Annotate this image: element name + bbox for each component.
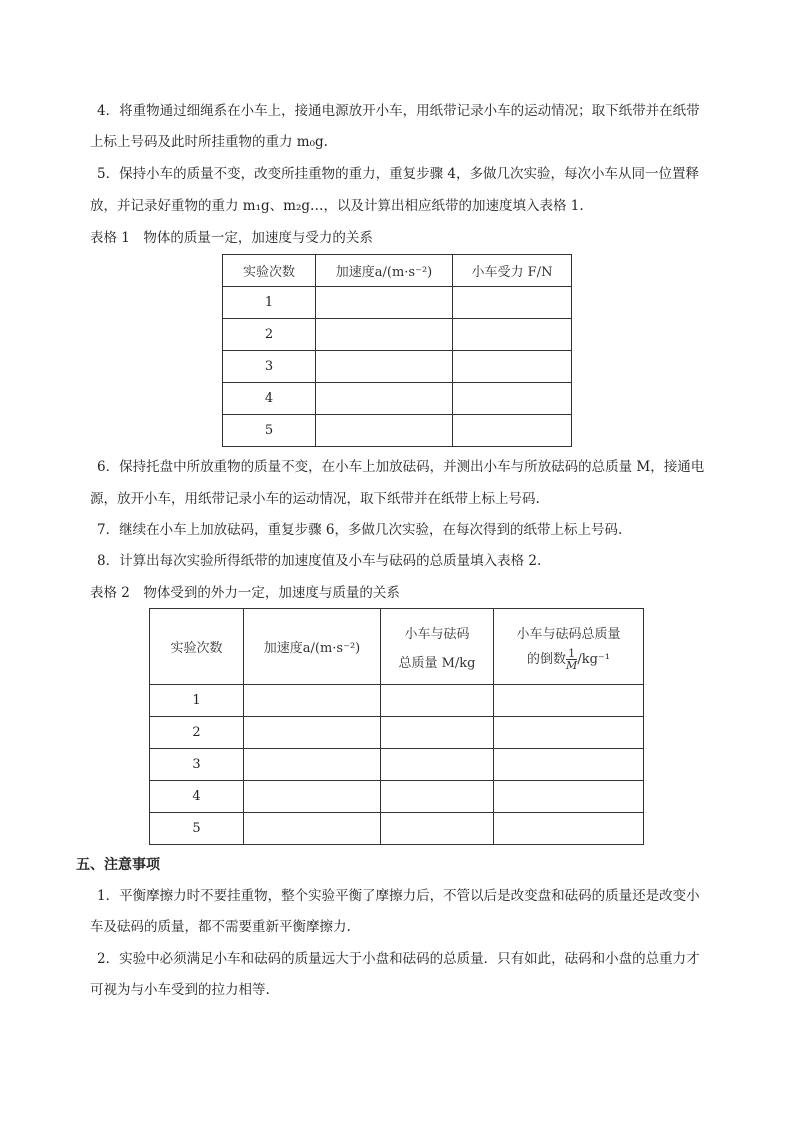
table1-row-number: 3 <box>223 351 316 383</box>
table2-header-inverse-suffix: /kg⁻¹ <box>577 651 610 667</box>
step-6-line2: 源，放开小车，用纸带记录小车的运动情况，取下纸带并在纸带上标上号码. <box>90 491 540 507</box>
step-6-line1: 6．保持托盘中所放重物的质量不变，在小车上加放砝码，并测出小车与所放砝码的总质量 M，接通电 <box>97 459 705 475</box>
table-row <box>223 351 572 383</box>
note-1-line2: 车及砝码的质量，都不需要重新平衡摩擦力. <box>90 919 351 935</box>
note-2-line2: 可视为与小车受到的拉力相等. <box>90 982 270 998</box>
table2-header-inverse-line2 <box>494 648 643 671</box>
table1-cell-empty <box>453 415 572 447</box>
table2-cell-empty <box>494 685 644 717</box>
step-4-line2: 上标上号码及此时所挂重物的重力 m₀g. <box>90 134 328 150</box>
fraction-one-over-m <box>566 648 577 671</box>
table-row <box>223 383 572 415</box>
table2-cell-empty <box>244 717 381 749</box>
table1-cell-empty <box>316 319 453 351</box>
table-2 <box>149 608 644 845</box>
table2-cell-empty <box>244 781 381 813</box>
note-2-line1: 2．实验中必须满足小车和砝码的质量远大于小盘和砝码的总质量．只有如此，砝码和小盘的总重力才 <box>97 951 700 967</box>
table2-cell-empty <box>381 685 494 717</box>
table1-header-row <box>223 255 572 287</box>
table2-cell-empty <box>494 781 644 813</box>
table1-cell-empty <box>453 287 572 319</box>
section-heading: 五、注意事项 <box>76 857 160 873</box>
table2-row-number: 5 <box>150 813 244 845</box>
table2-cell-empty <box>381 749 494 781</box>
table2-header-mass-line1: 小车与砝码 <box>404 626 470 642</box>
table-row <box>223 319 572 351</box>
table1-cell-empty <box>453 319 572 351</box>
table1-caption: 表格 1 物体的质量一定，加速度与受力的关系 <box>90 230 373 246</box>
table2-header-mass-line2: 总质量 M/kg <box>398 655 476 671</box>
table2-header-trial: 实验次数 <box>150 609 244 685</box>
table1-header-force: 小车受力 F/N <box>453 255 572 287</box>
note-1-line1: 1．平衡摩擦力时不要挂重物，整个实验平衡了摩擦力后，不管以后是改变盘和砝码的质量还是改变小 <box>97 888 700 904</box>
table2-header-acceleration: 加速度a/(m·s⁻²) <box>244 609 381 685</box>
step-4-line1: 4．将重物通过细绳系在小车上，接通电源放开小车，用纸带记录小车的运动情况；取下纸带并在纸带 <box>97 103 700 119</box>
table2-row-number: 4 <box>150 781 244 813</box>
table1-header-acceleration: 加速度a/(m·s⁻²) <box>316 255 453 287</box>
table-row <box>223 415 572 447</box>
table1-cell-empty <box>316 415 453 447</box>
table2-cell-empty <box>494 717 644 749</box>
step-5-line2: 放，并记录好重物的重力 m₁g、m₂g…，以及计算出相应纸带的加速度填入表格 1. <box>90 198 584 214</box>
table1-cell-empty <box>453 383 572 415</box>
table2-cell-empty <box>244 749 381 781</box>
table1-cell-empty <box>316 287 453 319</box>
table-row <box>150 717 644 749</box>
table1-cell-empty <box>316 351 453 383</box>
table2-header-mass <box>381 609 494 685</box>
table2-cell-empty <box>244 813 381 845</box>
table-1 <box>222 254 572 447</box>
table1-row-number: 5 <box>223 415 316 447</box>
table2-header-inverse-mass <box>494 609 644 685</box>
table2-header-row <box>150 609 644 685</box>
table-row <box>150 781 644 813</box>
table-row <box>150 813 644 845</box>
table2-row-number: 3 <box>150 749 244 781</box>
step-7-line1: 7．继续在小车上加放砝码，重复步骤 6，多做几次实验，在每次得到的纸带上标上号码. <box>97 522 623 538</box>
table2-cell-empty <box>494 813 644 845</box>
table1-row-number: 4 <box>223 383 316 415</box>
fraction-denominator: M <box>566 658 578 672</box>
table2-cell-empty <box>244 685 381 717</box>
table-row <box>150 749 644 781</box>
table2-cell-empty <box>381 781 494 813</box>
table2-cell-empty <box>494 749 644 781</box>
step-8-line1: 8．计算出每次实验所得纸带的加速度值及小车与砝码的总质量填入表格 2. <box>97 553 542 569</box>
table1-cell-empty <box>316 383 453 415</box>
table1-header-trial: 实验次数 <box>223 255 316 287</box>
table2-row-number: 2 <box>150 717 244 749</box>
table1-cell-empty <box>453 351 572 383</box>
table1-row-number: 2 <box>223 319 316 351</box>
table-row <box>223 287 572 319</box>
fraction-numerator: 1 <box>566 648 577 660</box>
step-5-line1: 5．保持小车的质量不变，改变所挂重物的重力，重复步骤 4，多做几次实验，每次小车从同一位置释 <box>97 166 699 182</box>
table2-header-inverse-prefix: 的倒数 <box>527 651 567 667</box>
table2-caption: 表格 2 物体受到的外力一定，加速度与质量的关系 <box>90 585 400 601</box>
table2-row-number: 1 <box>150 685 244 717</box>
table2-cell-empty <box>381 717 494 749</box>
table2-header-inverse-line1: 小车与砝码总质量 <box>516 626 621 642</box>
table1-row-number: 1 <box>223 287 316 319</box>
table2-cell-empty <box>381 813 494 845</box>
table-row <box>150 685 644 717</box>
